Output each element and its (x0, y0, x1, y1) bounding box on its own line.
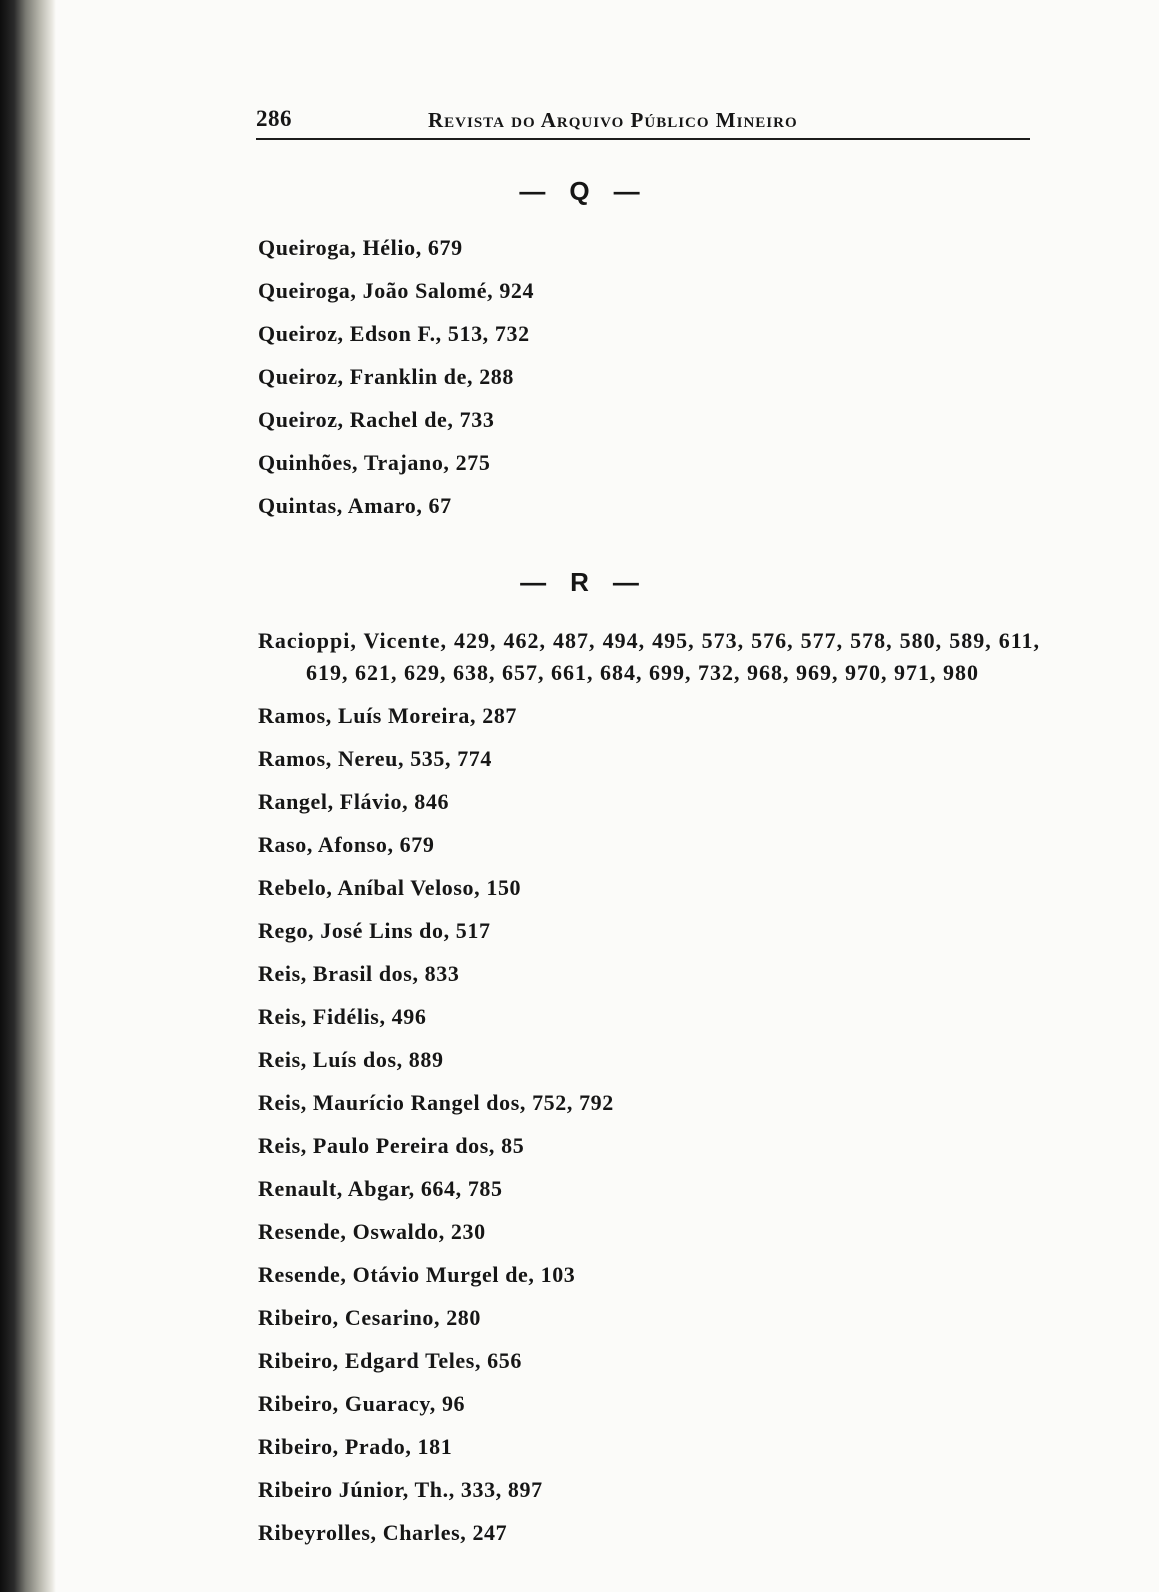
index-entry: Reis, Luís dos, 889 (258, 1047, 444, 1072)
index-entry: Rego, José Lins do, 517 (258, 918, 491, 943)
index-entry: Racioppi, Vicente, 429, 462, 487, 494, 495, 573, 576, 577, 578, 580, 589, 611, 619, 621, 629, 638, 657, 661, 684, 699, 732, 968, 969, 970, 971, 980 (258, 628, 1040, 685)
section-heading-r: — R — (520, 567, 639, 597)
index-list-r (258, 625, 1040, 1560)
page-header (256, 104, 1030, 140)
index-entry: Quinhões, Trajano, 275 (258, 450, 491, 475)
section-letter: R (570, 567, 589, 597)
index-entry: Ribeiro, Edgard Teles, 656 (258, 1348, 522, 1373)
index-entry: Rangel, Flávio, 846 (258, 789, 450, 814)
running-title: Revista do Arquivo Público Mineiro (428, 108, 798, 132)
index-entry: Reis, Fidélis, 496 (258, 1004, 427, 1029)
page-number: 286 (256, 106, 292, 131)
index-entry: Reis, Paulo Pereira dos, 85 (258, 1133, 525, 1158)
index-entry: Queiroz, Rachel de, 733 (258, 407, 495, 432)
book-binding-shadow (0, 0, 56, 1592)
index-entry: Ribeiro, Guaracy, 96 (258, 1391, 466, 1416)
index-entry: Queiroz, Franklin de, 288 (258, 364, 514, 389)
index-entry: Queiroga, João Salomé, 924 (258, 278, 535, 303)
index-entry: Resende, Oswaldo, 230 (258, 1219, 486, 1244)
index-entry: Ribeiro Júnior, Th., 333, 897 (258, 1477, 543, 1502)
index-list-q (258, 232, 1040, 533)
index-entry: Ribeiro, Prado, 181 (258, 1434, 453, 1459)
index-entry: Ribeiro, Cesarino, 280 (258, 1305, 482, 1330)
index-entry: Rebelo, Aníbal Veloso, 150 (258, 875, 522, 900)
index-entry: Queiroga, Hélio, 679 (258, 235, 463, 260)
index-entry: Ribeyrolles, Charles, 247 (258, 1520, 508, 1545)
index-entry: Ramos, Luís Moreira, 287 (258, 703, 518, 728)
section-letter: Q (569, 176, 590, 206)
index-entry: Raso, Afonso, 679 (258, 832, 435, 857)
index-entry: Resende, Otávio Murgel de, 103 (258, 1262, 576, 1287)
index-entry: Renault, Abgar, 664, 785 (258, 1176, 503, 1201)
section-heading-q: — Q — (519, 176, 640, 206)
index-entry: Ramos, Nereu, 535, 774 (258, 746, 492, 771)
index-entry: Reis, Maurício Rangel dos, 752, 792 (258, 1090, 614, 1115)
index-entry: Reis, Brasil dos, 833 (258, 961, 460, 986)
index-entry: Quintas, Amaro, 67 (258, 493, 452, 518)
index-entry: Queiroz, Edson F., 513, 732 (258, 321, 530, 346)
